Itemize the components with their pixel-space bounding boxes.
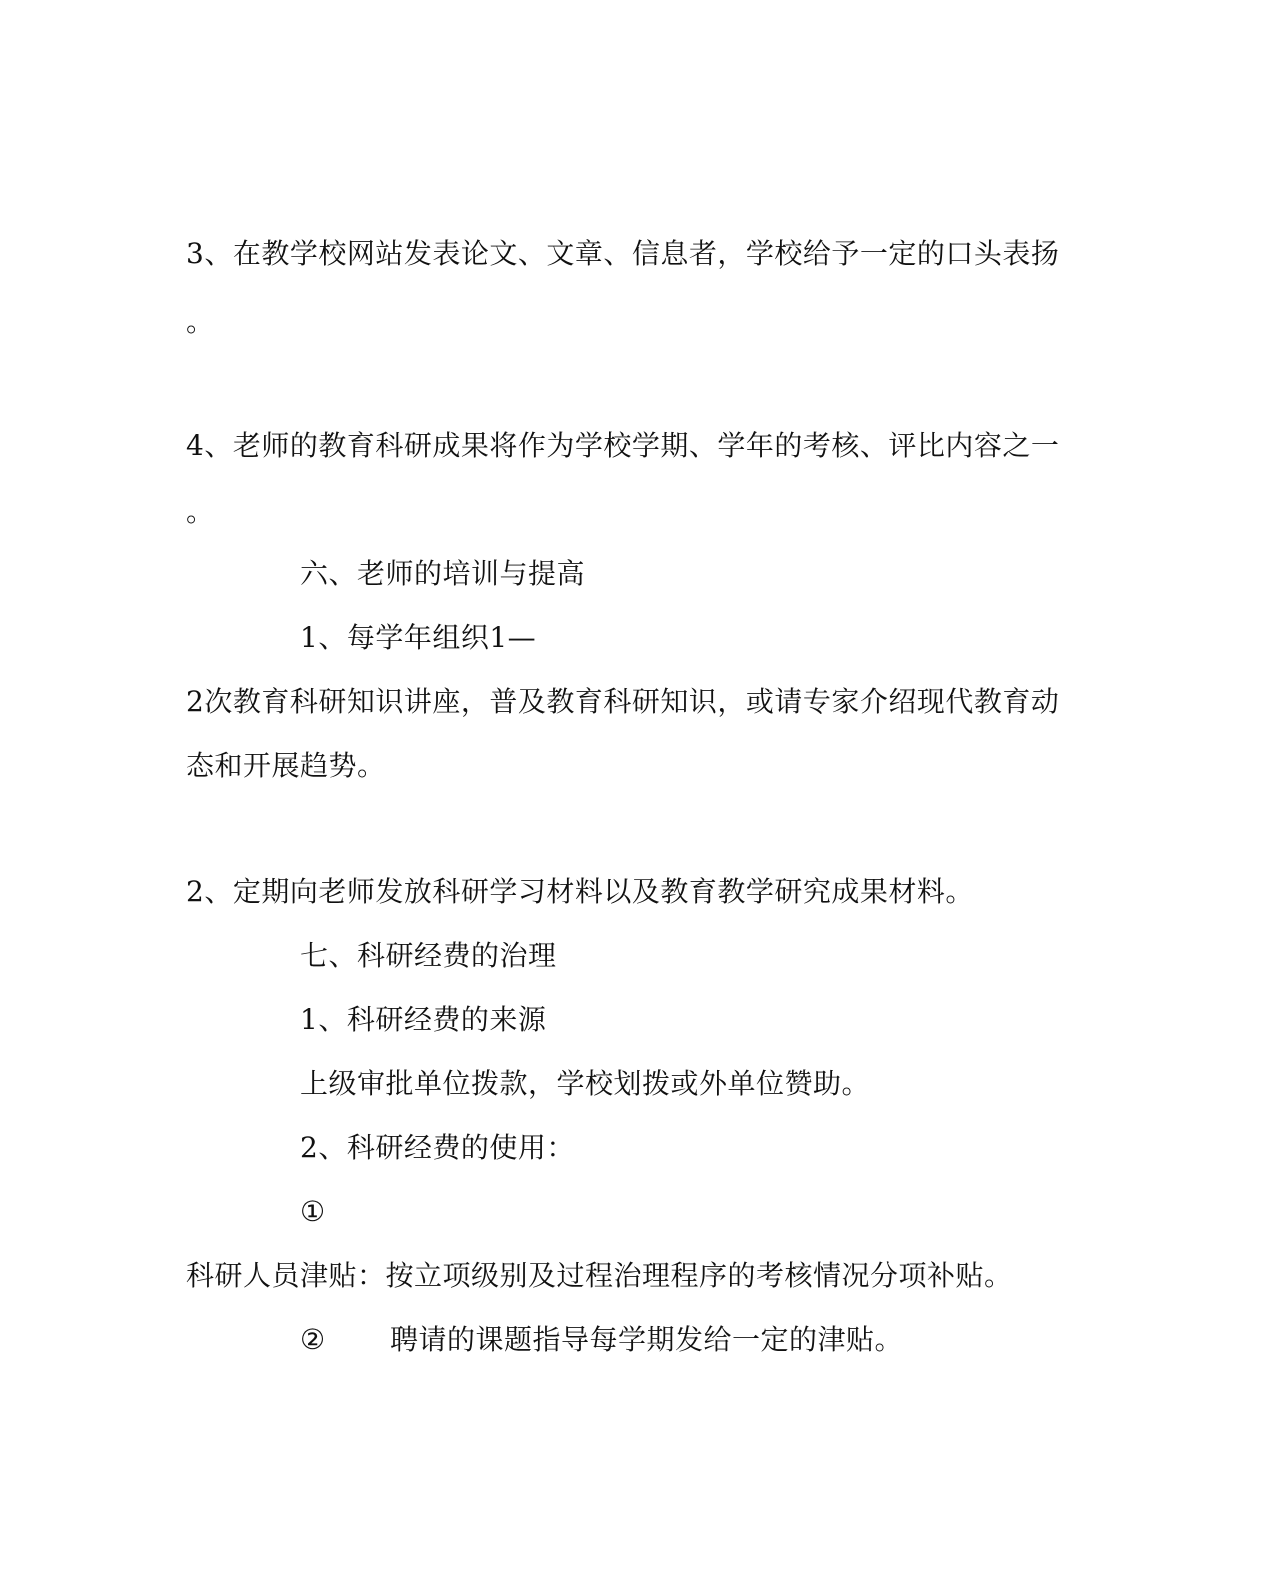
paragraph-line: 2次教育科研知识讲座，普及教育科研知识，或请专家介绍现代教育动 [186,685,1060,718]
paragraph-line: 。 [186,495,215,528]
paragraph-line: 2、科研经费的使用： [300,1131,575,1164]
paragraph-line: 。 [186,305,215,338]
paragraph-line: 3、在教学校网站发表论文、文章、信息者，学校给予一定的口头表扬 [186,237,1060,270]
list-marker: ② [300,1323,326,1356]
paragraph-line: 4、老师的教育科研成果将作为学校学期、学年的考核、评比内容之一 [186,429,1060,462]
paragraph-line: 态和开展趋势。 [186,749,386,782]
section-heading: 七、科研经费的治理 [300,939,557,972]
list-marker: ① [300,1195,326,1228]
section-heading: 六、老师的培训与提高 [300,557,586,590]
paragraph-line: 聘请的课题指导每学期发给一定的津贴。 [390,1323,904,1356]
paragraph-line: 上级审批单位拨款，学校划拨或外单位赞助。 [300,1067,871,1100]
paragraph-line: 1、每学年组织1— [300,621,537,654]
paragraph-line: 1、科研经费的来源 [300,1003,547,1036]
paragraph-line: 科研人员津贴：按立项级别及过程治理程序的考核情况分项补贴。 [186,1259,1013,1292]
paragraph-line: 2、定期向老师发放科研学习材料以及教育教学研究成果材料。 [186,875,974,908]
